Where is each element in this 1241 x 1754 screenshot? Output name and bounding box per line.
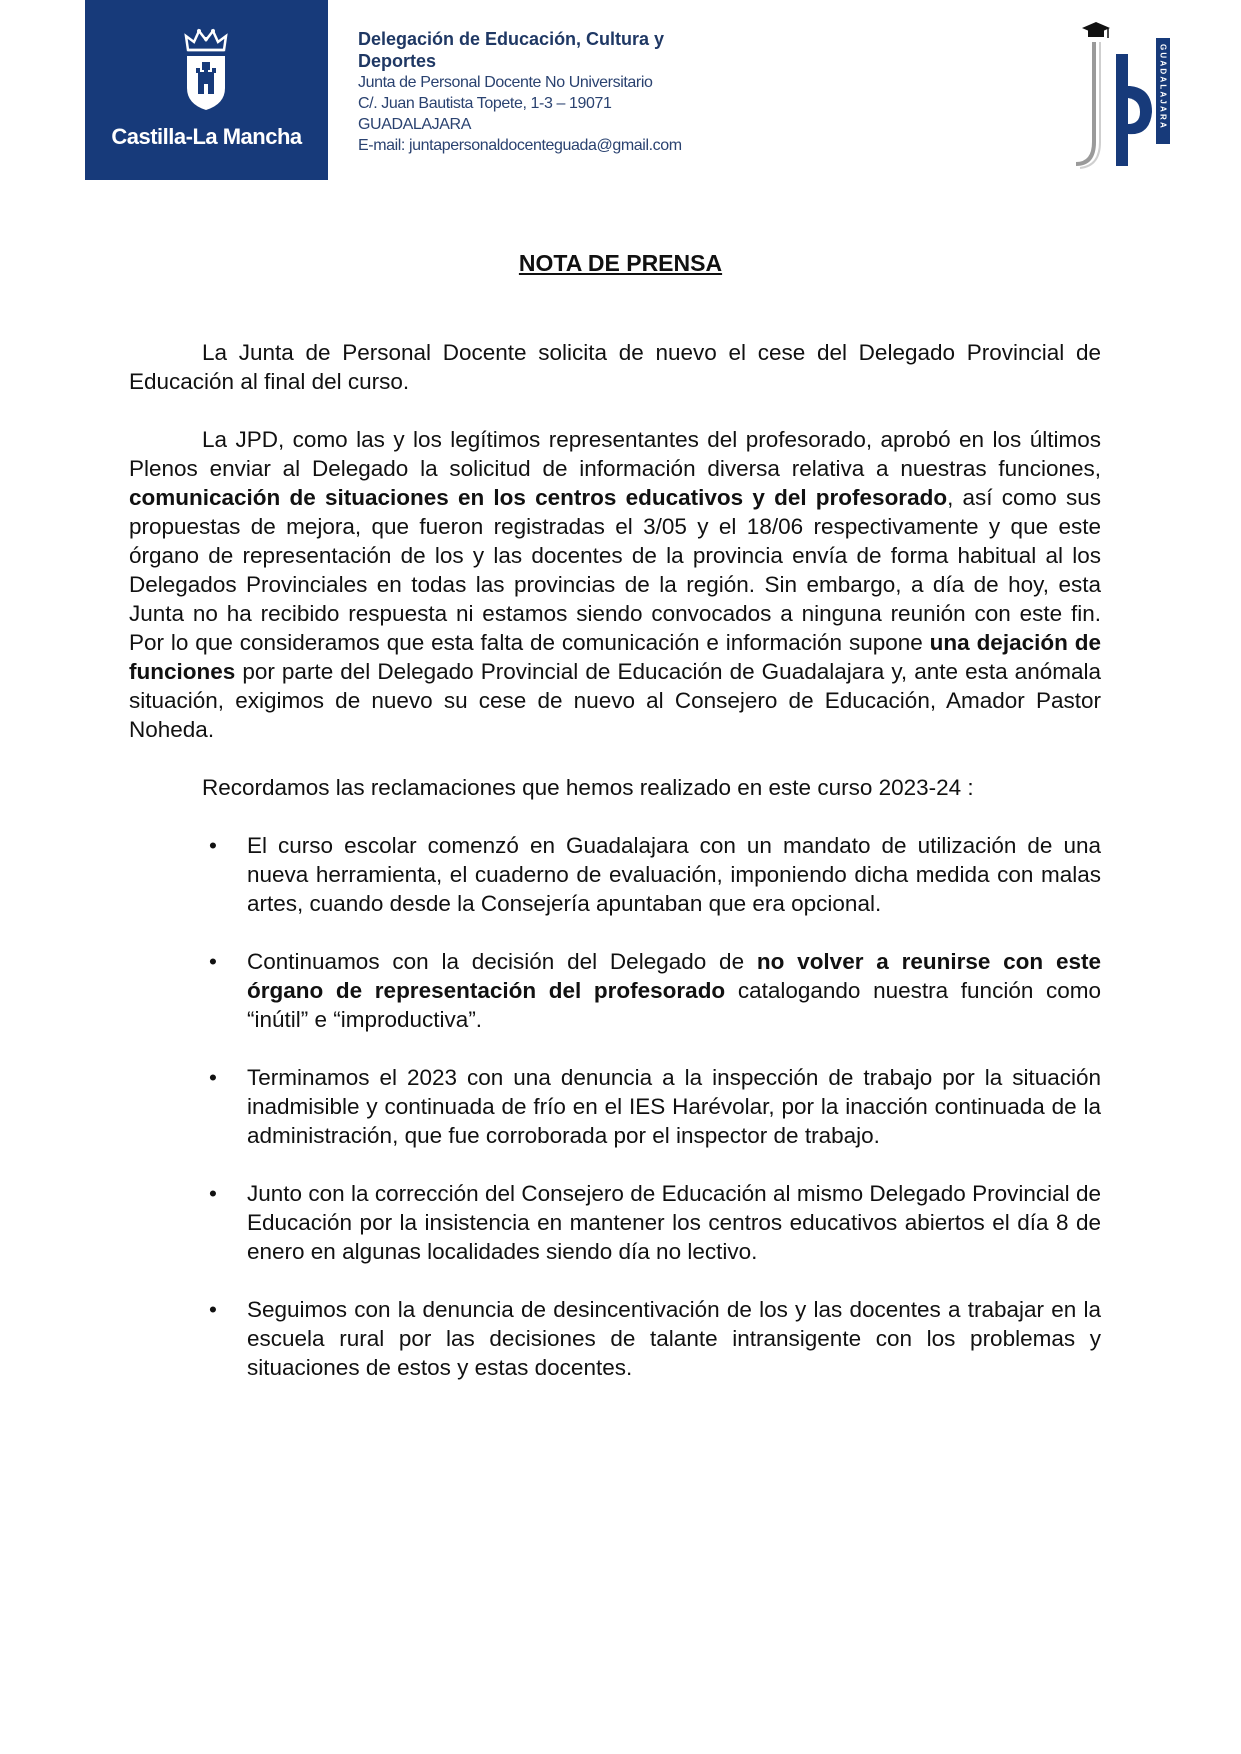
bullet-icon: • <box>209 1297 217 1322</box>
main-paragraph-text-2: , así como sus propuestas de mejora, que fueron registradas el 3/05 y el 18/06 respectivamente y que este órgano de representación de los y las docentes de la provincia envía de forma habitual al los Delegados Provinciales en todas las provincias de la región. Sin embargo, a día de hoy, esta Junta no ha recibido respuesta ni estamos siendo convocados a ninguna reunión con este fin. Por lo que consideramos que esta falta de comunicación e información supone <box>129 485 1101 655</box>
address: C/. Juan Bautista Topete, 1-3 – 19071 <box>358 95 612 112</box>
reminder-paragraph: Recordamos las reclamaciones que hemos realizado en este curso 2023-24 : <box>202 775 974 800</box>
list-item <box>129 831 1101 918</box>
claim-text-pre: Continuamos con la decisión del Delegado de <box>247 949 757 974</box>
claims-list <box>129 831 1101 1382</box>
page-title: NOTA DE PRENSA <box>518 250 723 276</box>
main-paragraph-text-3: por parte del Delegado Provincial de Educación de Guadalajara y, ante esta anómala situación, exigimos de nuevo su cese de nuevo al Consejero de Educación, Amador Pastor Noheda. <box>129 659 1101 742</box>
list-item <box>129 947 1101 1034</box>
graduation-cap-icon <box>1082 22 1110 38</box>
claim-text: Terminamos el 2023 con una denuncia a la inspección de trabajo por la situación inadmisible y continuada de frío en el IES Harévolar, por la inacción continuada de la administración, que fue corroborada por el inspector de trabajo. <box>247 1065 1101 1148</box>
board-name: Junta de Personal Docente No Universitario <box>358 74 653 91</box>
bullet-icon: • <box>209 949 217 974</box>
claim-text-bold: no volver a reunirse con este órgano de representación del profesorado <box>247 949 1101 1003</box>
coat-of-arms-icon <box>183 28 229 112</box>
castilla-la-mancha-logo <box>85 0 328 180</box>
department-name: Delegación de Educación, Cultura y Deportes <box>358 29 665 71</box>
bullet-icon: • <box>209 1181 217 1206</box>
claim-text-post: catalogando nuestra función como “inútil” e “improductiva”. <box>247 978 1102 1032</box>
list-item <box>129 1295 1101 1382</box>
main-paragraph-text-1: La JPD, como las y los legítimos representantes del profesorado, aprobó en los últimos Plenos enviar al Delegado la solicitud de información diversa relativa a nuestras funciones, <box>129 427 1101 481</box>
letterhead <box>358 28 718 156</box>
main-paragraph-bold-1: comunicación de situaciones en los centros educativos y del profesorado <box>129 485 948 510</box>
city: GUADALAJARA <box>358 116 471 133</box>
logo-name: Castilla-La Mancha <box>111 124 302 149</box>
claim-text: Junto con la corrección del Consejero de Educación al mismo Delegado Provincial de Educación por la insistencia en mantener los centros educativos abiertos el día 8 de enero en algunas localidades siendo día no lectivo. <box>247 1181 1101 1264</box>
document-body <box>129 338 1101 1411</box>
bullet-icon: • <box>209 1065 217 1090</box>
email: E-mail: juntapersonaldocenteguada@gmail.com <box>358 137 682 154</box>
jpd-guadalajara-logo <box>1072 16 1172 171</box>
main-paragraph <box>129 425 1101 744</box>
bullet-icon: • <box>209 833 217 858</box>
list-item <box>129 1063 1101 1150</box>
intro-paragraph: La Junta de Personal Docente solicita de nuevo el cese del Delegado Provincial de Educación al final del curso. <box>129 340 1101 394</box>
claim-text: Seguimos con la denuncia de desincentivación de los y las docentes a trabajar en la escuela rural por las decisiones de talante intransigente con los problemas y situaciones de estos y estas docentes. <box>247 1297 1101 1380</box>
list-item <box>129 1179 1101 1266</box>
main-paragraph-bold-2: una dejación de funciones <box>129 630 1101 684</box>
jpd-side-text: GUADALAJARA <box>1158 44 1168 130</box>
claim-text: El curso escolar comenzó en Guadalajara con un mandato de utilización de una nueva herramienta, el cuaderno de evaluación, imponiendo dicha medida con malas artes, cuando desde la Consejería apuntaban que era opcional. <box>247 833 1101 916</box>
